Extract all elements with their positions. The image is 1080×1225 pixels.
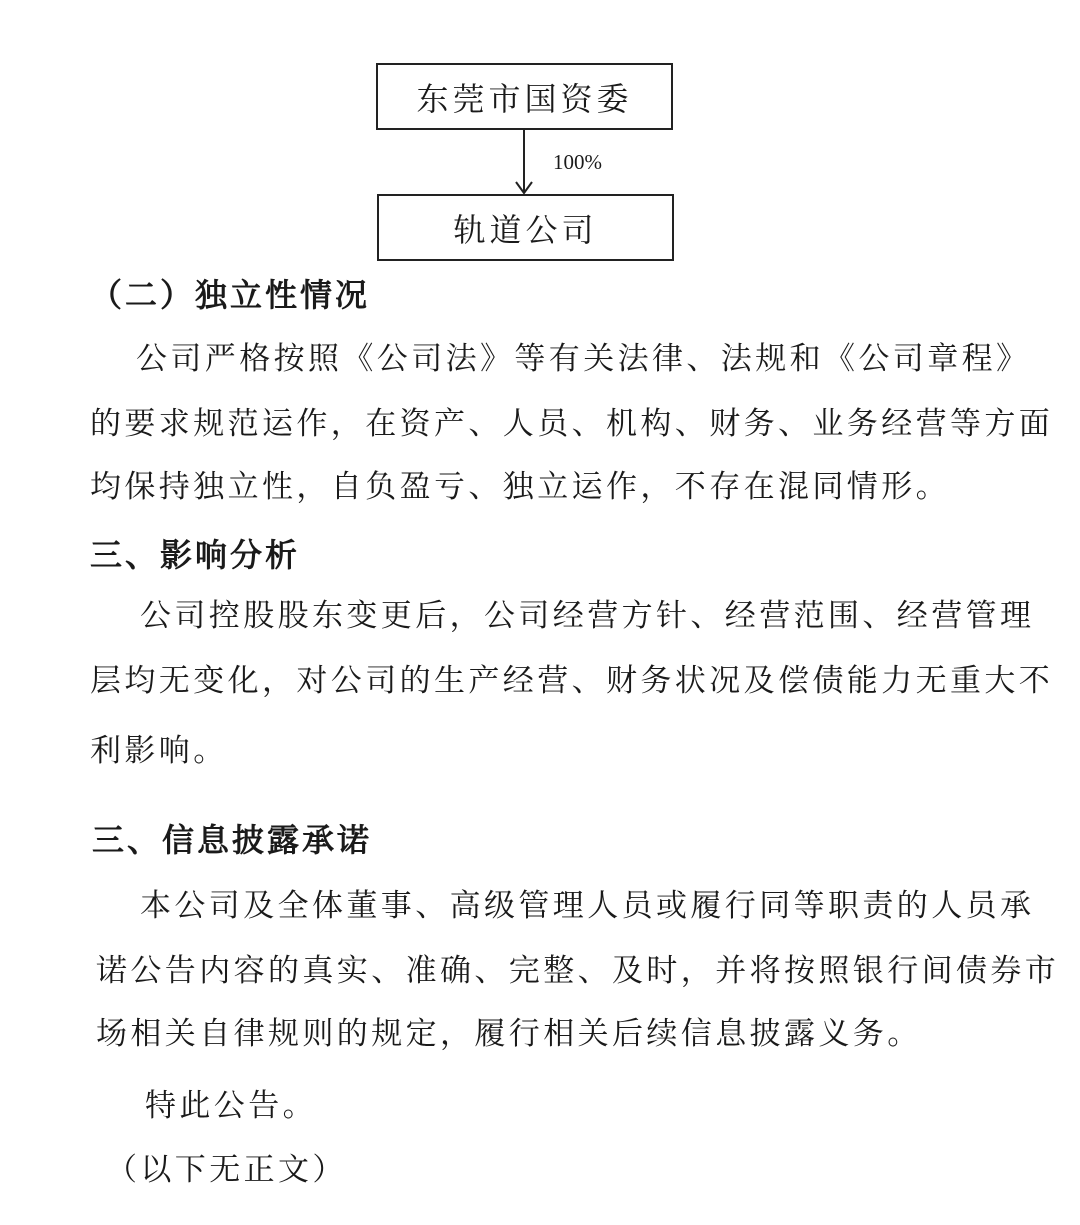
section-heading-impact: 三、影响分析	[90, 536, 301, 574]
company-label: 轨道公司	[453, 210, 598, 249]
paragraph-line: 本公司及全体董事、高级管理人员或履行同等职责的人员承	[140, 888, 1035, 924]
paragraph-line: 场相关自律规则的规定，履行相关后续信息披露义务。	[96, 1016, 922, 1052]
paragraph-line: 的要求规范运作，在资产、人员、机构、财务、业务经营等方面	[90, 406, 1054, 442]
paragraph-line: 层均无变化，对公司的生产经营、财务状况及偿债能力无重大不	[90, 663, 1054, 699]
paragraph-line: 诺公告内容的真实、准确、完整、及时，并将按照银行间债券市	[96, 953, 1060, 989]
ownership-percentage: 100%	[553, 150, 602, 174]
section-heading-disclosure: 三、信息披露承诺	[92, 821, 373, 859]
paragraph-line: 利影响。	[90, 733, 228, 769]
company-box	[377, 194, 674, 261]
paragraph-line: 公司严格按照《公司法》等有关法律、法规和《公司章程》	[136, 341, 1031, 377]
shareholder-label: 东莞市国资委	[416, 79, 633, 118]
shareholder-box	[376, 63, 673, 130]
no-further-text-note: （以下无正文）	[106, 1152, 347, 1188]
paragraph-line: 均保持独立性，自负盈亏、独立运作，不存在混同情形。	[90, 469, 950, 505]
paragraph-line: 公司控股股东变更后，公司经营方针、经营范围、经营管理	[140, 598, 1035, 634]
closing-notice: 特此公告。	[145, 1088, 317, 1124]
ownership-arrow	[505, 130, 545, 196]
section-heading-independence: （二）独立性情况	[90, 276, 371, 314]
